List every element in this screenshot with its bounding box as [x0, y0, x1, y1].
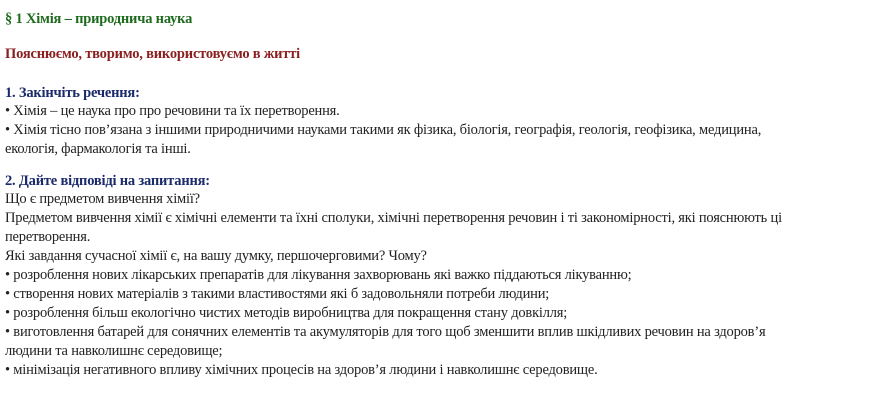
question-2-answer	[5, 190, 880, 380]
list-item: • виготовлення батарей для сонячних елементів та акумуляторів для того щоб зменшити вплив шкідливих речовин на здоров’я	[5, 324, 766, 340]
answer-line: Предметом вивчення хімії є хімічні елементи та їхні сполуки, хімічні перетворення речовин і ті закономірності, які пояснюють ці	[5, 210, 782, 226]
answer-line: • Хімія тісно пов’язана з іншими природничими науками такими як фізика, біологія, географія, геологія, геофізика, медицина,	[5, 122, 762, 138]
question-2-heading: 2. Дайте відповіді на запитання:	[5, 173, 210, 189]
question-1-answer	[5, 102, 880, 159]
question-line: Які завдання сучасної хімії є, на вашу думку, першочерговими? Чому?	[5, 248, 427, 264]
answer-line: перетворення.	[5, 229, 91, 245]
subsection-title: Пояснюємо, творимо, використовуємо в житті	[5, 46, 301, 62]
answer-line: екологія, фармакологія та інші.	[5, 141, 191, 157]
question-1-heading: 1. Закінчіть речення:	[5, 85, 140, 101]
list-item: • розроблення більш екологічно чистих методів виробництва для покращення стану довкілля;	[5, 305, 568, 321]
answer-line: • Хімія – це наука про про речовини та їх перетворення.	[5, 103, 340, 119]
list-item: • розроблення нових лікарських препаратів для лікування захворювань які важко піддаються лікуванню;	[5, 267, 632, 283]
list-item: • створення нових матеріалів з такими властивостями які б задовольняли потреби людини;	[5, 286, 550, 302]
list-item: • мінімізація негативного впливу хімічних процесів на здоров’я людини і навколишнє середовище.	[5, 362, 598, 378]
list-item-continuation: людини та навколишнє середовище;	[5, 343, 223, 359]
section-title: § 1 Хімія – природнича наука	[5, 11, 193, 27]
question-line: Що є предметом вивчення хімії?	[5, 191, 200, 207]
